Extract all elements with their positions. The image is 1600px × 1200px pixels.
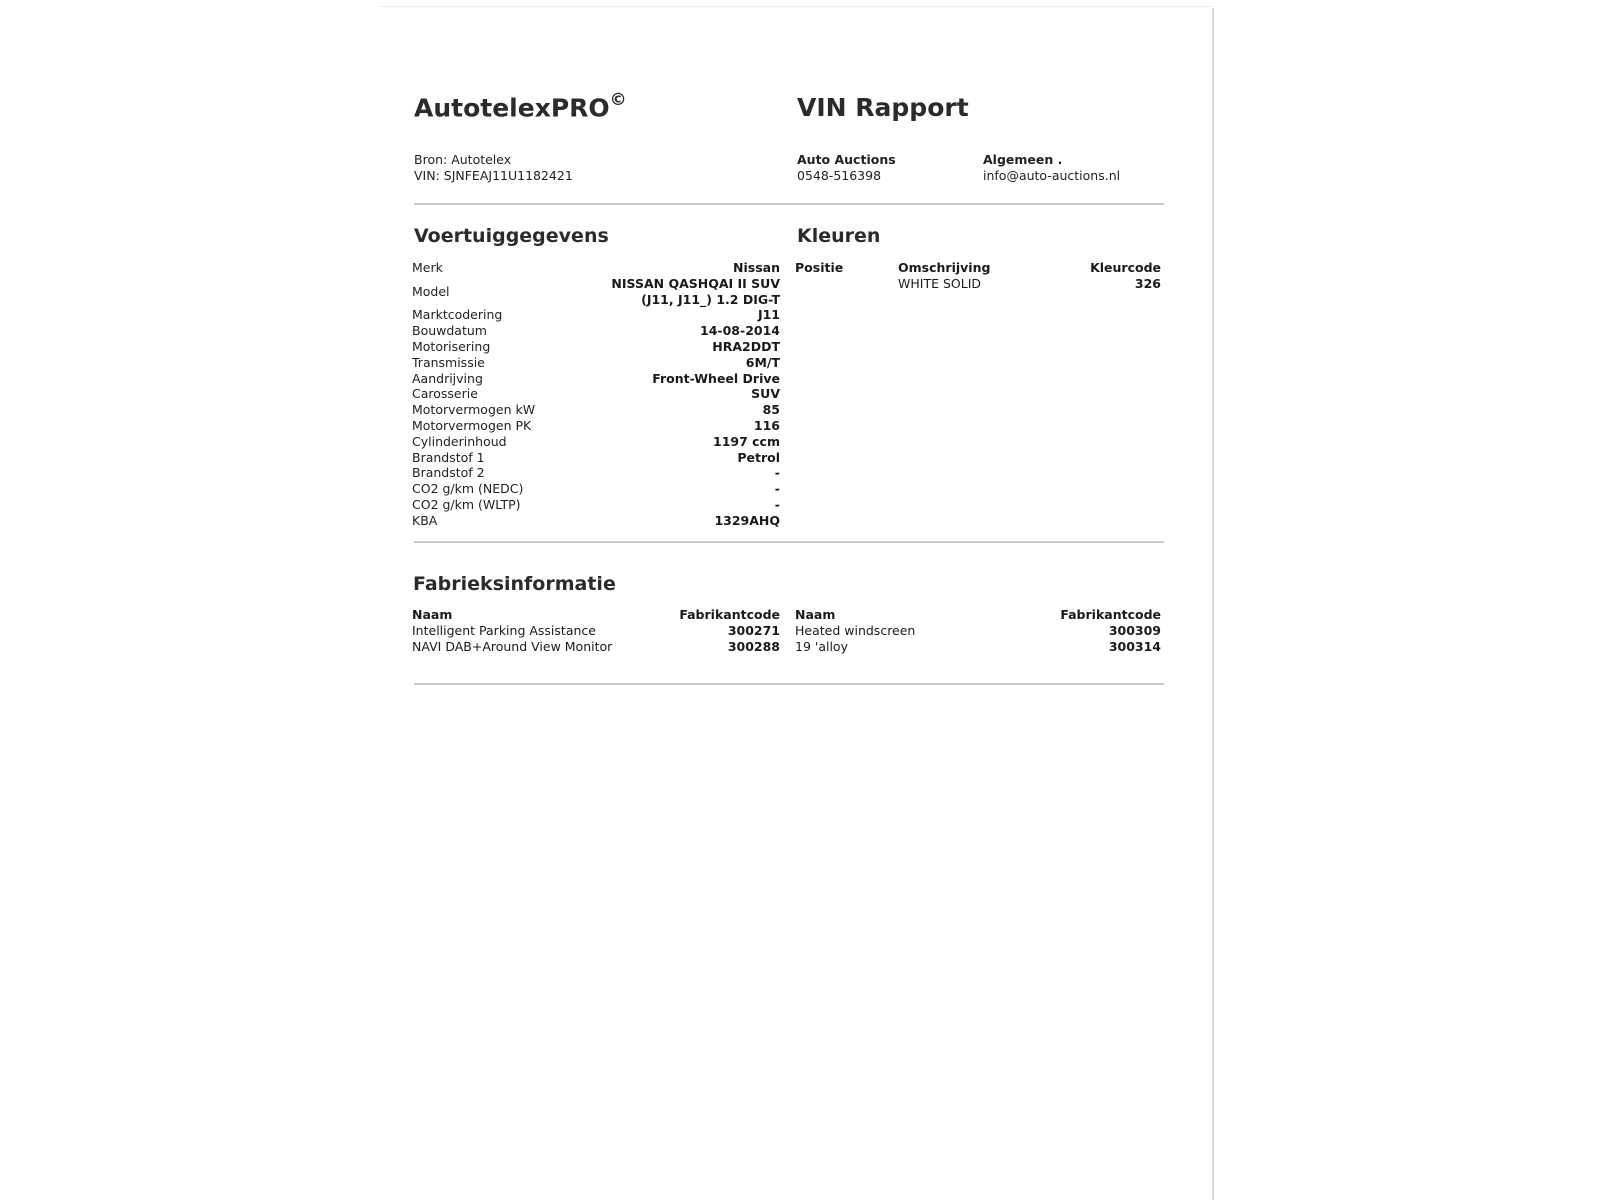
spec-value: Front-Wheel Drive [652, 370, 780, 386]
spec-label: Motorisering [412, 338, 491, 354]
dealer-name: Auto Auctions [797, 152, 896, 167]
color-row [795, 276, 1161, 292]
vehicle-section-title: Voertuiggegevens [414, 225, 609, 247]
factory-row [795, 639, 1161, 655]
contact-info [983, 152, 1120, 184]
spec-label: CO2 g/km (WLTP) [412, 496, 521, 512]
spec-label: KBA [412, 512, 438, 528]
contact-label: Algemeen . [983, 152, 1063, 167]
spec-value: 85 [762, 402, 780, 418]
spec-row [412, 386, 780, 402]
copyright-mark: © [609, 90, 627, 110]
spec-value: - [774, 481, 780, 497]
factory-option-code: 300314 [1108, 638, 1161, 654]
spec-value: Nissan [733, 260, 780, 275]
spec-row [412, 434, 780, 450]
report-title: VIN Rapport [797, 93, 969, 122]
spec-value: 6M/T [745, 354, 780, 370]
spec-label: Merk [412, 260, 443, 275]
spec-row [412, 450, 780, 466]
spec-row [412, 307, 780, 323]
factory-left-header-name: Naam [412, 607, 453, 622]
spec-label: Carosserie [412, 386, 478, 402]
vehicle-spec-table [412, 260, 780, 529]
vin-line: VIN: SJNFEAJ11U1182421 [414, 168, 573, 183]
spec-row [412, 497, 780, 513]
spec-value: - [774, 496, 780, 512]
factory-table-right [795, 607, 1161, 654]
spec-label: Motorvermogen PK [412, 417, 532, 433]
spec-label: CO2 g/km (NEDC) [412, 481, 524, 497]
spec-label: Transmissie [412, 354, 485, 370]
factory-option-name: 19 'alloy [795, 638, 848, 654]
factory-option-name: NAVI DAB+Around View Monitor [412, 638, 613, 654]
spec-label: Brandstof 1 [412, 449, 485, 465]
spec-label: Model [412, 283, 450, 299]
factory-option-name: Heated windscreen [795, 622, 916, 638]
spec-label: Aandrijving [412, 370, 483, 386]
spec-row [412, 260, 780, 276]
spec-label: Cylinderinhoud [412, 433, 507, 449]
divider-vehicle [414, 541, 1164, 543]
spec-row [412, 481, 780, 497]
dealer-info [797, 152, 896, 184]
spec-row [412, 323, 780, 339]
source-info [414, 152, 573, 184]
spec-value: - [774, 465, 780, 481]
colors-header-position: Positie [795, 260, 844, 275]
spec-row [412, 513, 780, 529]
color-position [795, 276, 898, 292]
factory-row [412, 623, 780, 639]
factory-right-header-name: Naam [795, 607, 836, 622]
spec-row [412, 371, 780, 387]
factory-section-title: Fabrieksinformatie [413, 573, 616, 595]
factory-option-code: 300309 [1108, 622, 1161, 638]
brand-logo-text [414, 92, 627, 122]
colors-table [795, 260, 1161, 292]
source-line: Bron: Autotelex [414, 152, 512, 167]
spec-row [412, 339, 780, 355]
divider-header [414, 203, 1164, 205]
contact-email[interactable]: info@auto-auctions.nl [983, 168, 1121, 183]
factory-option-name: Intelligent Parking Assistance [412, 622, 596, 638]
color-code: 326 [1134, 275, 1161, 291]
spec-row [412, 355, 780, 371]
spec-value: 1197 ccm [713, 433, 780, 449]
dealer-phone: 0548-516398 [797, 168, 882, 183]
spec-row [412, 418, 780, 434]
spec-row [412, 402, 780, 418]
spec-value: NISSAN QASHQAI II SUV (J11, J11_) 1.2 DIG-T [611, 275, 780, 307]
spec-label: Brandstof 2 [412, 465, 485, 481]
spec-value: 14-08-2014 [700, 323, 780, 339]
spec-value: HRA2DDT [712, 338, 780, 354]
spec-value: Petrol [737, 449, 780, 465]
spec-label: Marktcodering [412, 307, 503, 323]
colors-header-description: Omschrijving [898, 260, 991, 275]
spec-value: 1329AHQ [714, 512, 780, 528]
colors-header-code: Kleurcode [1090, 260, 1161, 275]
colors-section-title: Kleuren [797, 225, 881, 247]
spec-value: J11 [757, 307, 780, 323]
factory-row [795, 623, 1161, 639]
color-description: WHITE SOLID [898, 275, 982, 291]
spec-row [412, 276, 780, 308]
spec-label: Motorvermogen kW [412, 402, 536, 418]
spec-value: 116 [753, 417, 780, 433]
spec-label: Bouwdatum [412, 323, 487, 339]
factory-row [412, 639, 780, 655]
spec-value: SUV [751, 386, 780, 402]
spec-row [412, 465, 780, 481]
factory-left-header-code: Fabrikantcode [679, 607, 780, 622]
factory-option-code: 300271 [727, 622, 780, 638]
factory-right-header-code: Fabrikantcode [1060, 607, 1161, 622]
divider-factory [414, 683, 1164, 685]
brand-name: AutotelexPRO [414, 93, 610, 123]
factory-table-left [412, 607, 780, 654]
factory-option-code: 300288 [727, 638, 780, 654]
